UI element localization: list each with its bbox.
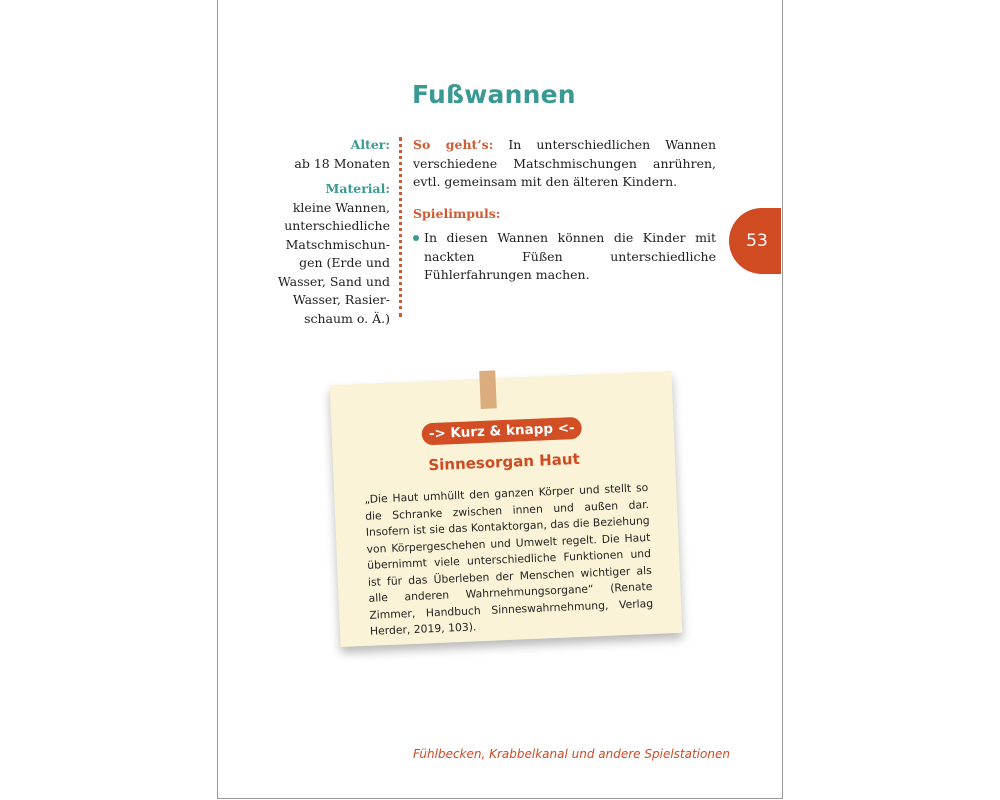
material-line: Wasser, Sand und (277, 273, 390, 289)
material-line: gen (Erde und (299, 255, 390, 270)
bullet-dot-icon (413, 235, 419, 241)
age-value: ab 18 Monaten (294, 155, 390, 171)
kurz-knapp-banner: -> Kurz & knapp <- (421, 417, 582, 446)
so-gehts-paragraph (413, 136, 716, 192)
note-quote: „Die Haut umhüllt den ganzen Körper und stellt so die Schranke zwischen innen und außen dar. Insofern ist sie das Kontaktorgan, das die Beziehung von Körpergeschehen und Umwelt regelt. Die Haut übernimmt viele unterschiedliche Funktionen und ist für das Überleben der Menschen wichtiger als alle anderen Wahrnehmungsorgane“ (Renate Zimmer, Handbuch Sinneswahrnehmung, Verlag Herder, 2019, 103). (364, 481, 654, 638)
material-line: kleine Wannen, (292, 199, 390, 215)
so-gehts-label: So geht’s: (413, 137, 494, 152)
material-line: schaum o. Ä.) (304, 310, 390, 326)
running-footer: Fühlbecken, Krabbelkanal und andere Spielstationen (413, 747, 730, 761)
page-number: 53 (746, 231, 768, 251)
sticky-note (330, 371, 683, 647)
material-line: Wasser, Rasier- (292, 292, 390, 307)
material-label: Material: (325, 181, 390, 196)
age-label: Alter: (350, 137, 390, 152)
so-gehts-text: In unterschiedlichen Wannen verschiedene Matschmischungen anrühren, evtl. gemeinsam mit den älteren Kindern. (413, 137, 716, 189)
spielimpuls-label: Spielimpuls: (413, 205, 501, 221)
instructions (413, 136, 716, 285)
tape-strip (479, 370, 497, 409)
material-line: unterschiedliche (284, 218, 390, 233)
page-title: Fußwannen (412, 80, 576, 109)
bullet-text: In diesen Wannen können die Kinder mit nackten Füßen unterschiedliche Fühlerfahrungen machen. (424, 230, 716, 282)
material-line: Matschmischun- (285, 236, 390, 252)
sidebar-info (262, 136, 390, 328)
note-title: Sinnesorgan Haut (428, 449, 581, 475)
dotted-divider (399, 137, 402, 317)
bullet-item (413, 229, 716, 285)
